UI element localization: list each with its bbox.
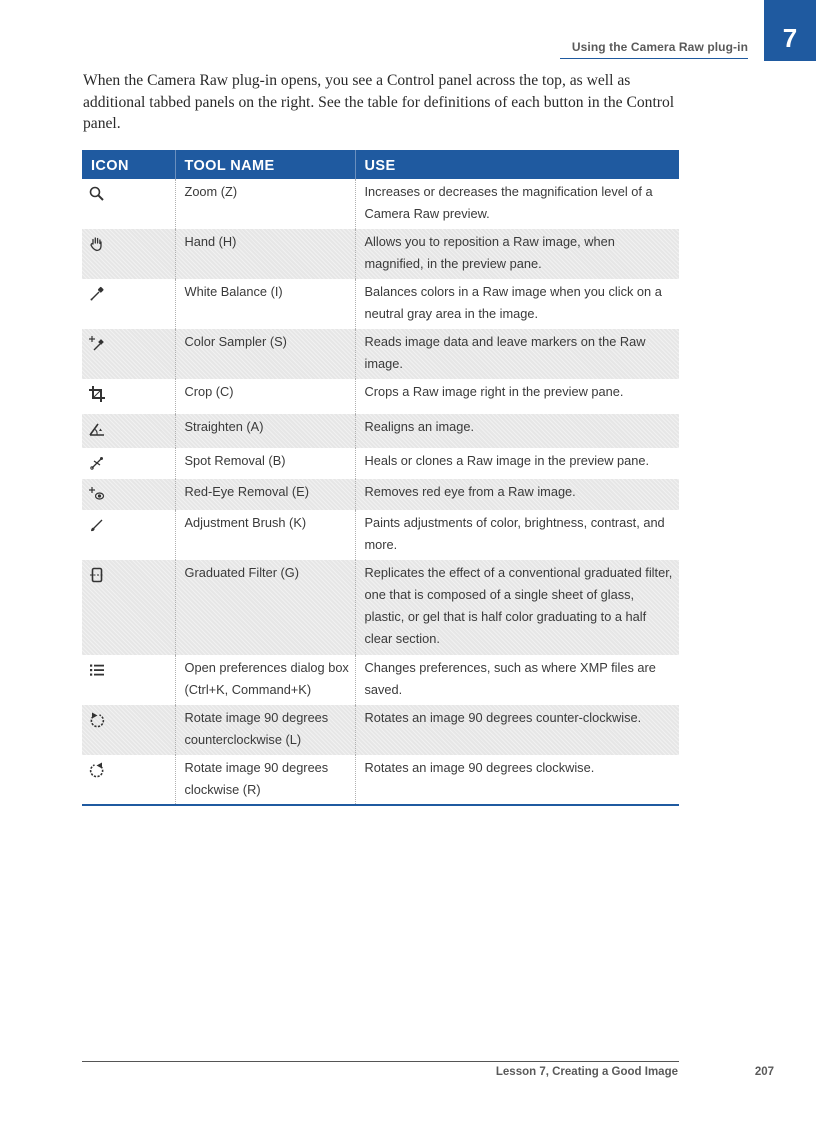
tool-name: Straighten (A) [175,414,355,448]
tool-use: Removes red eye from a Raw image. [355,479,679,510]
tool-name: Open preferences dialog box (Ctrl+K, Command+K) [175,655,355,705]
table-row [82,655,679,705]
chapter-tab: 7 [764,0,816,61]
color-sampler-icon [88,335,106,353]
footer-lesson-title: Lesson 7, Creating a Good Image [495,1066,678,1078]
crop-icon [88,385,106,403]
table-row [82,448,679,479]
footer-rule [82,1061,679,1062]
rotate-cw-icon [88,761,106,779]
tool-name: White Balance (I) [175,279,355,329]
white-balance-eyedropper-icon [88,285,106,303]
table-row [82,755,679,805]
zoom-icon [88,185,106,203]
tool-name: Hand (H) [175,229,355,279]
tool-name: Rotate image 90 degrees counterclockwise (L) [175,705,355,755]
table-row [82,510,679,560]
tool-use: Increases or decreases the magnification level of a Camera Raw preview. [355,179,679,229]
table-row [82,414,679,448]
red-eye-icon [88,485,106,503]
tool-name: Rotate image 90 degrees clockwise (R) [175,755,355,805]
spot-removal-icon [88,454,106,472]
tool-use: Replicates the effect of a conventional graduated filter, one that is composed of a single sheet of glass, plastic, or gel that is half color graduating to a half clear section. [355,560,679,655]
straighten-icon [88,420,106,438]
tool-name: Color Sampler (S) [175,329,355,379]
tool-name: Zoom (Z) [175,179,355,229]
table-header-row [82,150,679,179]
tool-use: Balances colors in a Raw image when you click on a neutral gray area in the image. [355,279,679,329]
table-row [82,705,679,755]
page-number: 207 [754,1066,774,1078]
tool-use: Paints adjustments of color, brightness, contrast, and more. [355,510,679,560]
preferences-icon [88,661,106,679]
header-use: USE [355,150,679,179]
tool-use: Reads image data and leave markers on the Raw image. [355,329,679,379]
tool-table [82,150,679,806]
tool-use: Heals or clones a Raw image in the preview pane. [355,448,679,479]
header-tool-name: TOOL NAME [175,150,355,179]
table-row [82,560,679,655]
tool-name: Adjustment Brush (K) [175,510,355,560]
tool-use: Allows you to reposition a Raw image, when magnified, in the preview pane. [355,229,679,279]
adjustment-brush-icon [88,516,106,534]
header-icon: ICON [82,150,175,179]
tool-use: Changes preferences, such as where XMP files are saved. [355,655,679,705]
tool-use: Rotates an image 90 degrees counter-clockwise. [355,705,679,755]
running-head: Using the Camera Raw plug-in [571,40,748,54]
graduated-filter-icon [88,566,106,584]
hand-icon [88,235,106,253]
table-row [82,229,679,279]
tool-name: Graduated Filter (G) [175,560,355,655]
rotate-ccw-icon [88,711,106,729]
tool-use: Realigns an image. [355,414,679,448]
table-row [82,379,679,414]
tool-use: Rotates an image 90 degrees clockwise. [355,755,679,805]
table-row [82,279,679,329]
header-rule [560,58,748,59]
tool-name: Spot Removal (B) [175,448,355,479]
tool-name: Crop (C) [175,379,355,414]
intro-paragraph: When the Camera Raw plug-in opens, you see a Control panel across the top, as well as additional tabbed panels on the right. See the table for definitions of each button in the Control panel. [83,72,675,132]
tool-use: Crops a Raw image right in the preview pane. [355,379,679,414]
table-row [82,179,679,229]
tool-name: Red-Eye Removal (E) [175,479,355,510]
table-row [82,329,679,379]
table-row [82,479,679,510]
